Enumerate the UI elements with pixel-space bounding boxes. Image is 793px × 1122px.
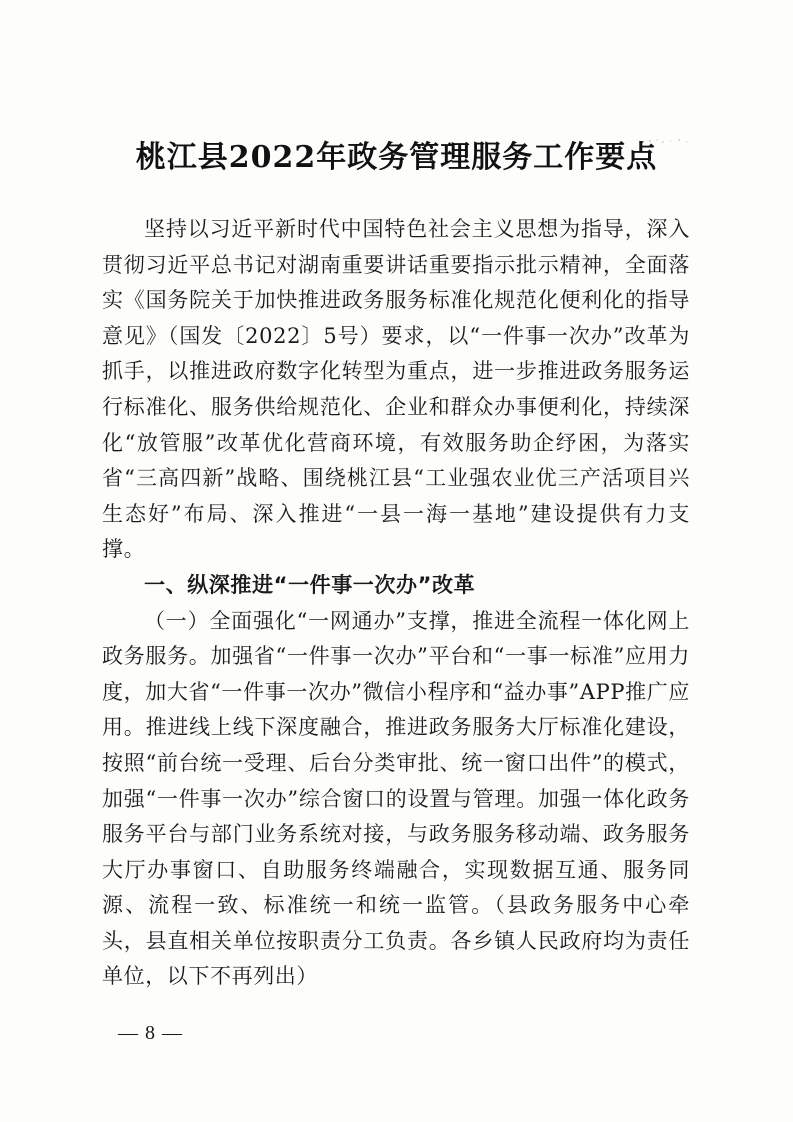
scan-speck-mark (646, 136, 694, 146)
document-title: 桃江县2022年政务管理服务工作要点 (135, 140, 658, 175)
item-paragraph: （一）全面强化“一网通办”支撑，推进全流程一体化网上政务服务。加强省“一件事一次办”平台和“一事一标准”应用力度，加大省“一件事一次办”微信小程序和“益办事”APP推广应用。推进线上线下深度融合，推进政务服务大厅标准化建设，按照“前台统一受理、后台分类审批、统一窗口出件”的模式，加强“一件事一次办”综合窗口的设置与管理。加强一体化政务服务平台与部门业务系统对接，与政务服务移动端、政务服务大厅办事窗口、自助服务终端融合，实现数据互通、服务同源、流程一致、标准统一和统一监管。（县政务服务中心牵头，县直相关单位按职责分工负责。各乡镇人民政府均为责任单位，以下不再列出） (102, 608, 690, 989)
section-heading: 一、纵深推进“一件事一次办”改革 (144, 572, 476, 597)
document-body (102, 212, 690, 995)
page-number: — 8 — (118, 1022, 183, 1044)
intro-paragraph: 坚持以习近平新时代中国特色社会主义思想为指导，深入贯彻习近平总书记对湖南重要讲话重要指示批示精神，全面落实《国务院关于加快推进政务服务标准化规范化便利化的指导意见》（国发〔2022〕5号）要求，以“一件事一次办”改革为抓手，以推进政府数字化转型为重点，进一步推进政务服务运行标准化、服务供给规范化、企业和群众办事便利化，持续深化“放管服”改革优化营商环境，有效服务助企纾困，为落实省“三高四新”战略、围绕桃江县“工业强农业优三产活项目兴生态好”布局、深入推进“一县一海一基地”建设提供有力支撑。 (102, 217, 690, 562)
